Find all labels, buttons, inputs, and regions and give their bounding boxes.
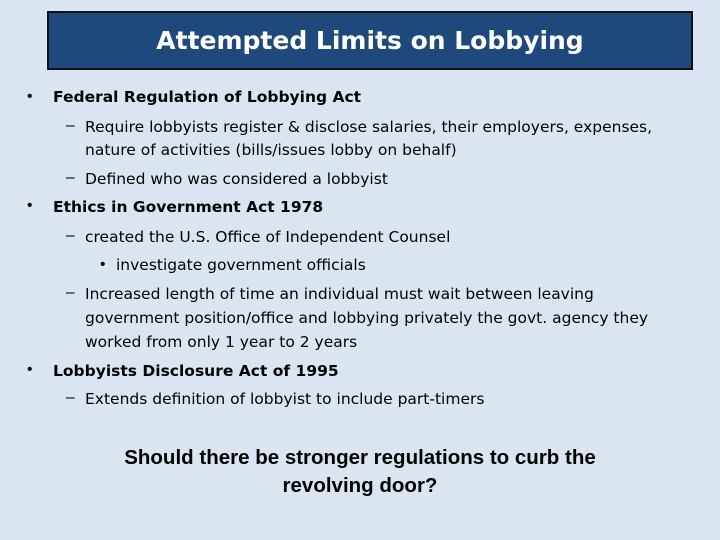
bullet-marker: • [27,197,33,214]
bullet-marker: • [27,361,33,378]
slide-title: Attempted Limits on Lobbying [156,26,584,55]
sub-sub-bullet-marker: • [100,256,106,273]
closing-question [60,444,660,500]
sub-bullet-require-register-line-2: nature of activities (bills/issues lobby on behalf) [85,141,457,159]
sub-bullet-increased-length-line-1: Increased length of time an individual must wait between leaving [85,285,594,303]
sub-bullet-marker: – [66,169,75,186]
bullet-ethics-in-government: Ethics in Government Act 1978 [53,198,324,216]
bullet-marker: • [27,88,33,105]
closing-question-line-1: Should there be stronger regulations to curb the [124,446,596,469]
sub-bullet-extends-definition: Extends definition of lobbyist to include part-timers [85,390,485,408]
sub-bullet-marker: – [66,284,75,301]
sub-bullet-marker: – [66,117,75,134]
bullet-federal-regulation: Federal Regulation of Lobbying Act [53,88,362,106]
sub-bullet-defined-lobbyist: Defined who was considered a lobbyist [85,170,388,188]
sub-bullet-require-register-line-1: Require lobbyists register & disclose salaries, their employers, expenses, [85,118,653,136]
sub-bullet-increased-length-line-3: worked from only 1 year to 2 years [85,333,358,351]
sub-bullet-marker: – [66,227,75,244]
sub-sub-bullet-investigate: investigate government officials [116,256,366,274]
sub-bullet-marker: – [66,389,75,406]
bullet-lobbyists-disclosure: Lobbyists Disclosure Act of 1995 [53,362,339,380]
sub-bullet-increased-length-line-2: government position/office and lobbying privately the govt. agency they [85,309,649,327]
closing-question-line-2: revolving door? [282,474,438,497]
sub-bullet-independent-counsel: created the U.S. Office of Independent Counsel [85,228,451,246]
slide-title-box [47,11,693,70]
